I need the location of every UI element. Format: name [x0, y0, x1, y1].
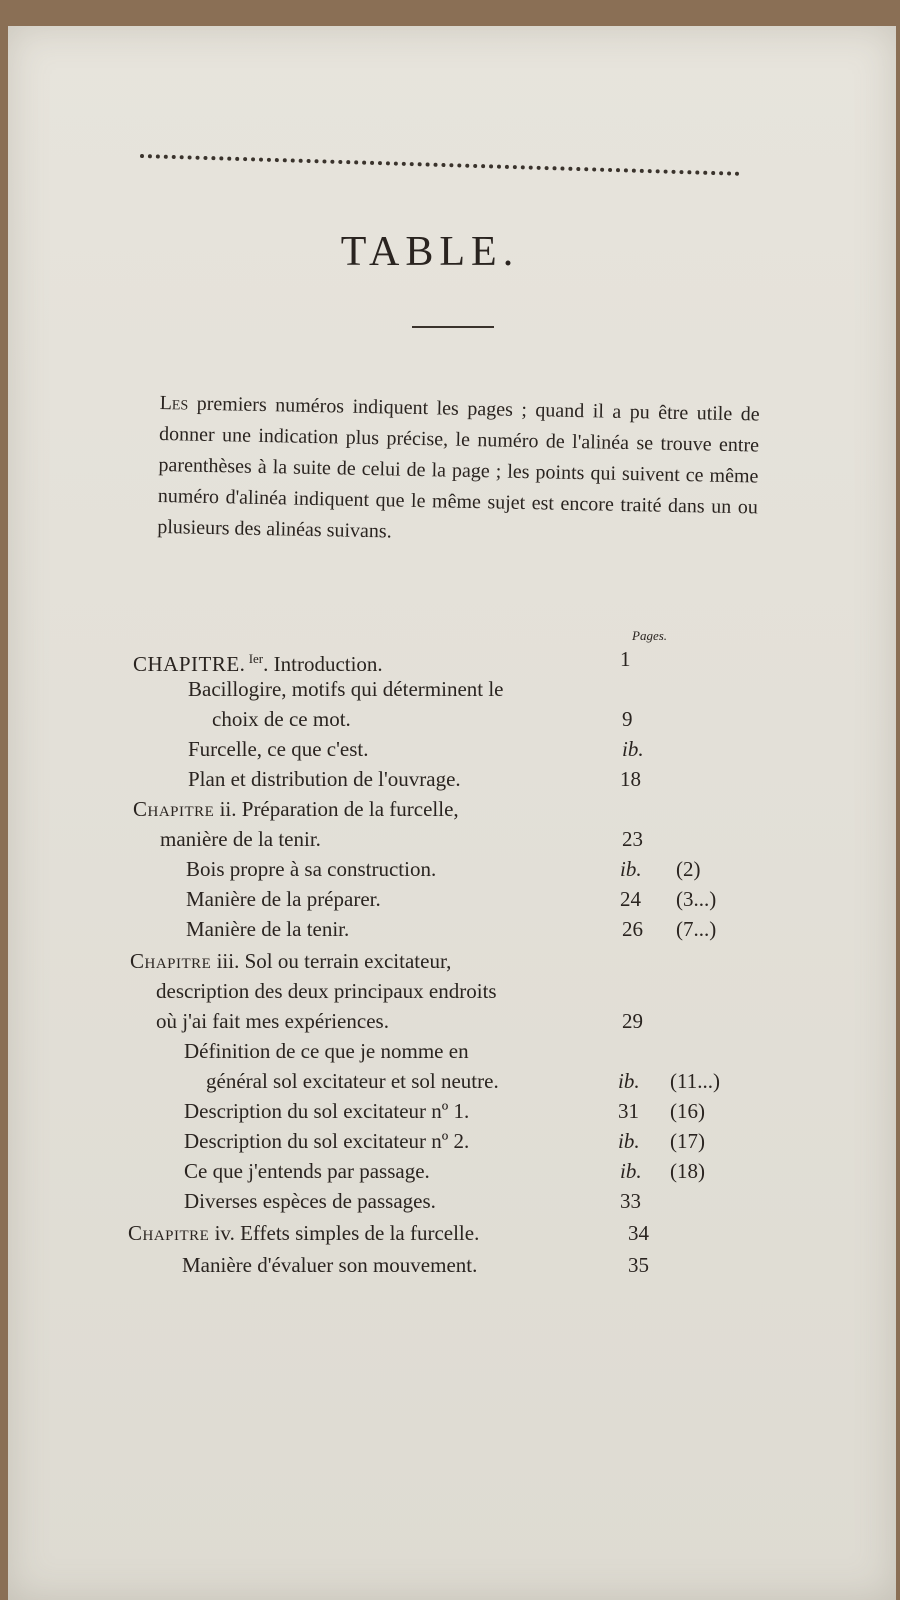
toc-entry-label	[130, 946, 451, 976]
toc-entry-label	[184, 1096, 469, 1126]
alinea-number: (11...)	[670, 1069, 720, 1093]
toc-entry	[0, 764, 900, 794]
toc-entry-label	[133, 794, 459, 824]
toc-entry-label	[156, 976, 497, 1006]
toc-entry	[0, 1126, 900, 1156]
page-number: ib.	[618, 1129, 640, 1153]
alinea-number: (7...)	[676, 917, 717, 941]
alinea-number: (18)	[670, 1159, 705, 1183]
toc-entry-label	[184, 1156, 430, 1186]
entry-text: . Introduction.	[263, 652, 383, 676]
entry-text: Bacillogire, motifs qui déterminent le	[188, 677, 504, 701]
page-number: 31	[618, 1099, 639, 1123]
alinea-number: (16)	[670, 1099, 705, 1123]
toc-entry-label	[184, 1186, 436, 1216]
page-number: ib.	[620, 857, 642, 881]
entry-text: Ce que j'entends par passage.	[184, 1159, 430, 1183]
alinea-number: (3...)	[676, 887, 717, 911]
toc-entry	[0, 644, 900, 674]
entry-text: Définition de ce que je nomme en	[184, 1039, 469, 1063]
entry-text: description des deux principaux endroits	[156, 979, 497, 1003]
toc-entry-label	[184, 1036, 469, 1066]
toc-entry	[0, 1006, 900, 1036]
toc-entry	[0, 1186, 900, 1216]
toc-entry	[0, 946, 900, 976]
entry-text: Manière de la tenir.	[186, 917, 350, 941]
page-number: ib.	[620, 1159, 642, 1183]
entry-text: choix de ce mot.	[212, 707, 351, 731]
toc-entry-label	[188, 734, 368, 764]
pages-column-heading: Pages.	[632, 628, 668, 643]
toc-entry	[0, 914, 900, 944]
toc-entry-label	[160, 824, 321, 854]
toc-entry	[0, 1218, 900, 1248]
toc-entry-label	[156, 1006, 389, 1036]
page-number: 24	[620, 887, 641, 911]
page-number: 1	[620, 647, 631, 671]
page-number: 18	[620, 767, 641, 791]
toc-entry	[0, 734, 900, 764]
entry-text: Furcelle, ce que c'est.	[188, 737, 369, 761]
toc-entry	[0, 1156, 900, 1186]
entry-text: Plan et distribution de l'ouvrage.	[188, 767, 461, 791]
toc-entry-label	[182, 1250, 477, 1280]
toc-entry-label	[188, 674, 504, 704]
toc-entry	[0, 824, 900, 854]
toc-entry	[0, 884, 900, 914]
chapter-word: Chapitre	[133, 797, 215, 821]
page-number: 34	[628, 1221, 649, 1245]
toc-entry-label	[212, 704, 351, 734]
toc-entry-label	[128, 1218, 479, 1248]
alinea-number: (17)	[670, 1129, 705, 1153]
toc-entry	[0, 1096, 900, 1126]
entry-text: Manière de la préparer.	[186, 887, 381, 911]
toc-entry-label	[186, 914, 349, 944]
page-number: 29	[622, 1009, 643, 1033]
page-number: 23	[622, 827, 643, 851]
entry-text: Manière d'évaluer son mouvement.	[182, 1253, 478, 1277]
toc-entry	[0, 1250, 900, 1280]
alinea-number: (2)	[676, 857, 701, 881]
toc-entry	[0, 854, 900, 884]
page-number: 35	[628, 1253, 649, 1277]
entry-text: Description du sol excitateur nº 2.	[184, 1129, 470, 1153]
page-number: 26	[622, 917, 643, 941]
toc-entry-label	[188, 764, 461, 794]
entry-text: iii. Sol ou terrain excitateur,	[211, 949, 452, 973]
chapter-ordinal: Ier	[245, 651, 264, 666]
entry-text: Description du sol excitateur nº 1.	[184, 1099, 470, 1123]
entry-text: ii. Préparation de la furcelle,	[214, 797, 459, 821]
toc-entry-label	[206, 1066, 499, 1096]
toc-entry	[0, 976, 900, 1006]
toc-entry	[0, 1066, 900, 1096]
toc-entry	[0, 704, 900, 734]
toc-entry	[0, 794, 900, 824]
toc-entry-label	[186, 854, 436, 884]
toc-entry-label	[184, 1126, 469, 1156]
chapter-word: Chapitre	[128, 1221, 210, 1245]
toc-entry	[0, 674, 900, 704]
toc-entry	[0, 1036, 900, 1066]
entry-text: Bois propre à sa construction.	[186, 857, 437, 881]
chapter-word: CHAPITRE.	[133, 652, 246, 676]
page-title: TABLE.	[340, 229, 520, 275]
entry-text: manière de la tenir.	[160, 827, 321, 851]
toc-entry-label	[186, 884, 381, 914]
page-number: ib.	[622, 737, 644, 761]
page-number: 9	[622, 707, 633, 731]
entry-text: général sol excitateur et sol neutre.	[206, 1069, 499, 1093]
page-number: 33	[620, 1189, 641, 1213]
chapter-word: Chapitre	[130, 949, 212, 973]
intro-lead-word: Les	[159, 391, 189, 415]
entry-text: où j'ai fait mes expériences.	[156, 1009, 389, 1033]
entry-text: iv. Effets simples de la furcelle.	[209, 1221, 480, 1245]
intro-text: premiers numéros indiquent les pages ; quand il a pu être utile de donner une indication plus précise, le numéro de l'alinéa se trouve entre parenthèses à la suite de celui de la page ; les points qui suivent ce même numéro d'alinéa indiquent que le même sujet est encore traité dans un ou plusieurs des alinéas suivans.	[157, 392, 760, 543]
page-number: ib.	[618, 1069, 640, 1093]
entry-text: Diverses espèces de passages.	[184, 1189, 436, 1213]
